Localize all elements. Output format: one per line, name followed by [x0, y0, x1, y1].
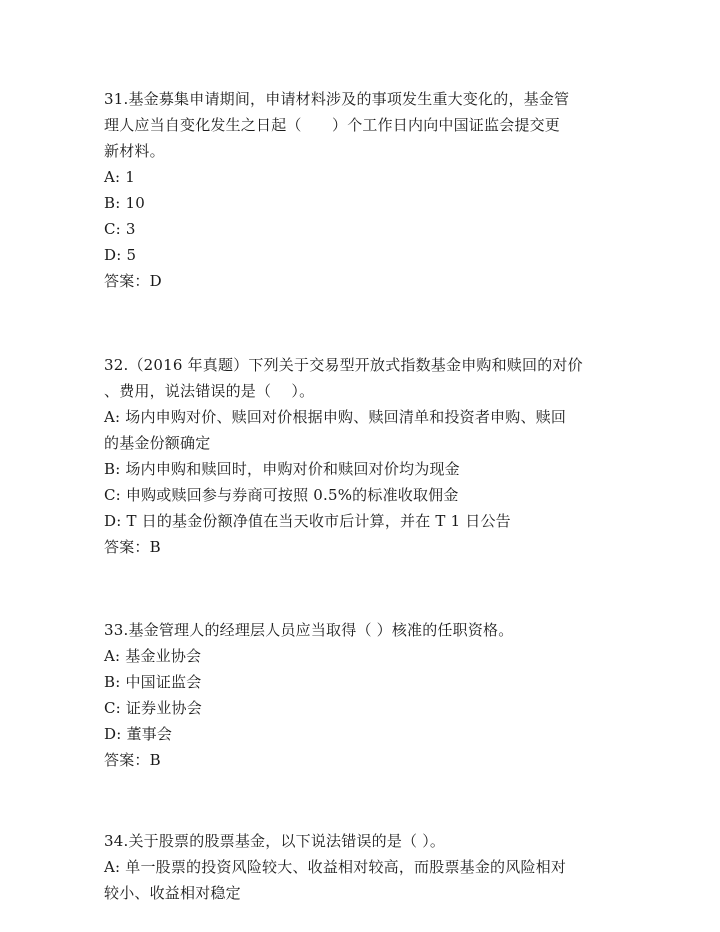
option-b: B: 场内申购和赎回时，申购对价和赎回对价均为现金 [104, 460, 460, 478]
question-stem-line: 理人应当自变化发生之日起（ ）个工作日内向中国证监会提交更 [104, 116, 561, 134]
document-page [104, 86, 624, 930]
answer-line: 答案：B [104, 538, 161, 556]
option-c: C: 证券业协会 [104, 699, 202, 717]
option-d: D: 5 [104, 246, 137, 264]
question-31 [104, 86, 624, 294]
question-gap [104, 584, 624, 617]
option-a: A: 1 [104, 168, 135, 186]
question-stem-line: 33.基金管理人的经理层人员应当取得（ ）核准的任职资格。 [104, 621, 514, 639]
option-d: D: T 日的基金份额净值在当天收市后计算，并在 T 1 日公告 [104, 512, 511, 530]
option-d: D: 董事会 [104, 725, 173, 743]
option-a: A: 单一股票的投资风险较大、收益相对较高，而股票基金的风险相对 [104, 858, 567, 876]
option-a: A: 场内申购对价、赎回对价根据申购、赎回清单和投资者申购、赎回 [104, 408, 567, 426]
option-b: B: 中国证监会 [104, 673, 202, 691]
option-b: B: 10 [104, 194, 145, 212]
question-stem-line: 、费用，说法错误的是（ ）。 [104, 382, 315, 400]
question-stem-line: 32.（2016 年真题）下列关于交易型开放式指数基金申购和赎回的对价 [104, 356, 583, 374]
option-a-continued: 的基金份额确定 [104, 434, 211, 452]
question-33 [104, 617, 624, 773]
option-c: C: 3 [104, 220, 136, 238]
question-gap [104, 318, 624, 352]
answer-line: 答案：D [104, 272, 162, 290]
option-a: A: 基金业协会 [104, 647, 202, 665]
question-32 [104, 352, 624, 560]
question-stem-line: 31.基金募集申请期间，申请材料涉及的事项发生重大变化的，基金管 [104, 90, 570, 108]
answer-line: 答案：B [104, 751, 161, 769]
question-stem-line: 34.关于股票的股票基金，以下说法错误的是（ ）。 [104, 832, 446, 850]
question-stem-line: 新材料。 [104, 142, 165, 160]
option-a-continued: 较小、收益相对稳定 [104, 884, 241, 902]
question-gap [104, 797, 624, 828]
option-c: C: 申购或赎回参与券商可按照 0.5%的标准收取佣金 [104, 486, 459, 504]
question-34 [104, 828, 624, 906]
